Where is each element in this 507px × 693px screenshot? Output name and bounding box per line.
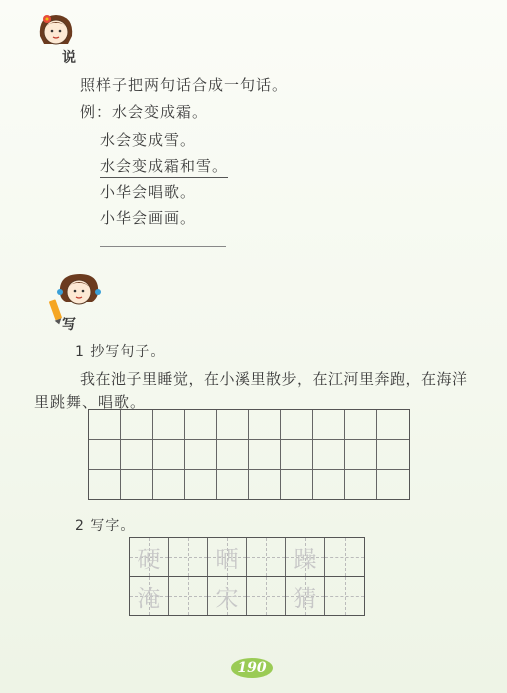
copy-cell[interactable] [217,440,249,470]
example-sentence-2: 水会变成雪。 [100,131,197,149]
copy-cell[interactable] [89,410,121,440]
copy-cell[interactable] [313,440,345,470]
copy-cell[interactable] [121,440,153,470]
char-cell[interactable] [169,538,208,576]
answer-line[interactable] [100,246,226,247]
char-row-2 [130,576,364,615]
char-cell[interactable] [325,538,364,576]
copy-grid-row [89,440,409,470]
copy-cell[interactable] [345,470,377,499]
copy-cell[interactable] [217,470,249,499]
copy-cell[interactable] [345,440,377,470]
copy-cell[interactable] [153,470,185,499]
copy-cell[interactable] [185,410,217,440]
copy-cell[interactable] [249,440,281,470]
trace-char: 宋 [215,585,239,612]
speak-tag: 说 [62,50,76,66]
copy-cell[interactable] [89,440,121,470]
example-answer: 水会变成霜和雪。 [100,155,228,178]
copy-cell[interactable] [89,470,121,499]
copy-grid[interactable] [88,409,410,500]
trace-char: 淹 [137,585,161,612]
copy-grid-row [89,470,409,499]
task2-title: 2 写字。 [75,518,136,534]
copy-cell[interactable] [153,410,185,440]
page-number: 190 [231,658,273,678]
copy-cell[interactable] [281,410,313,440]
copy-cell[interactable] [185,470,217,499]
trace-char: 猜 [293,585,317,612]
char-cell[interactable] [325,577,364,615]
char-cell[interactable] [130,538,169,576]
char-row-1 [130,538,364,576]
copy-cell[interactable] [121,470,153,499]
copy-cell[interactable] [281,470,313,499]
copy-cell[interactable] [217,410,249,440]
girl-write-icon [46,270,110,326]
write-tag: 写 [62,317,76,333]
example-line-1 [80,101,208,122]
task1-sentence-line1: 我在池子里睡觉，在小溪里散步，在江河里奔跑，在海洋 [80,370,468,388]
copy-cell[interactable] [185,440,217,470]
copy-cell[interactable] [377,410,409,440]
copy-cell[interactable] [153,440,185,470]
char-cell[interactable] [286,577,325,615]
copy-cell[interactable] [313,470,345,499]
char-cell[interactable] [208,577,247,615]
copy-cell[interactable] [121,410,153,440]
trace-char: 晒 [215,546,239,573]
trace-char: 躁 [293,546,317,573]
exercise-sentence-2: 小华会画画。 [100,209,197,227]
char-cell[interactable] [130,577,169,615]
char-cell[interactable] [169,577,208,615]
task1-sentence-line2: 里跳舞、唱歌。 [34,393,147,411]
char-grid[interactable] [129,537,365,616]
char-cell[interactable] [247,577,286,615]
copy-cell[interactable] [377,440,409,470]
example-label: 例： [80,103,113,121]
copy-cell[interactable] [345,410,377,440]
char-cell[interactable] [208,538,247,576]
exercise-sentence-1: 小华会唱歌。 [100,183,197,201]
example-sentence-1: 水会变成霜。 [112,103,209,121]
copy-cell[interactable] [249,410,281,440]
char-cell[interactable] [286,538,325,576]
copy-cell[interactable] [281,440,313,470]
copy-cell[interactable] [249,470,281,499]
speak-instruction: 照样子把两句话合成一句话。 [80,76,289,94]
char-cell[interactable] [247,538,286,576]
task1-title: 1 抄写句子。 [75,344,166,360]
copy-grid-row [89,410,409,440]
copy-cell[interactable] [313,410,345,440]
copy-cell[interactable] [377,470,409,499]
trace-char: 硬 [137,546,161,573]
